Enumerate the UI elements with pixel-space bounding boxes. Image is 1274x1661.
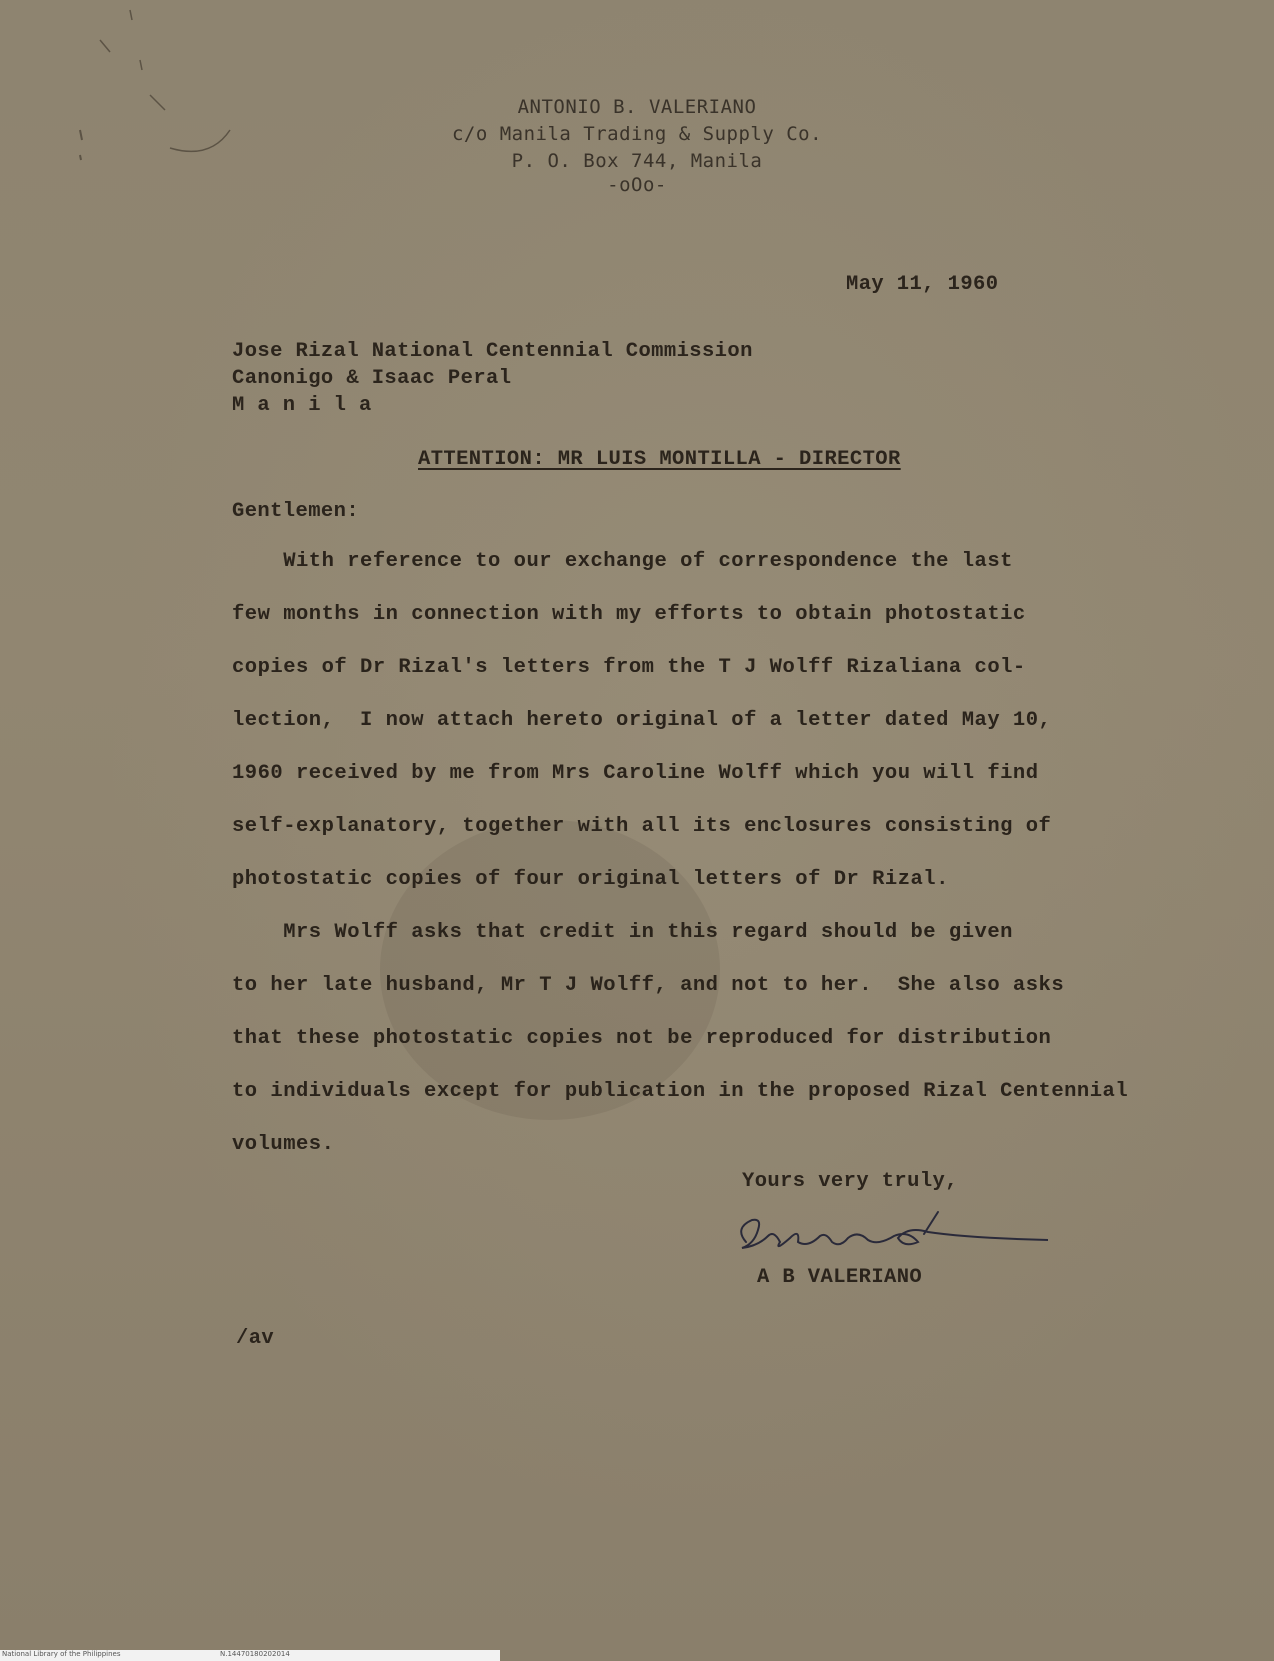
handwritten-signature [728, 1208, 1048, 1272]
letterhead-ornament: -oOo- [607, 174, 667, 196]
recipient-line-1: Jose Rizal National Centennial Commission [232, 340, 753, 363]
body-line: volumes. [232, 1133, 335, 1156]
body-line: With reference to our exchange of correspondence the last [232, 550, 1013, 573]
typist-initials: /av [236, 1327, 275, 1350]
scan-footer-id: N.14470180202014 [220, 1650, 290, 1658]
body-line: to her late husband, Mr T J Wolff, and not to her. She also asks [232, 974, 1065, 997]
letterhead-company: c/o Manila Trading & Supply Co. [451, 123, 823, 145]
letterhead-name: ANTONIO B. VALERIANO [517, 96, 757, 118]
attention-line: ATTENTION: MR LUIS MONTILLA - DIRECTOR [418, 448, 901, 471]
body-line: to individuals except for publication in the proposed Rizal Centennial [232, 1080, 1129, 1103]
paper-stain [380, 820, 720, 1120]
letter-date: May 11, 1960 [846, 273, 999, 296]
closing: Yours very truly, [742, 1170, 958, 1193]
body-line: few months in connection with my efforts to obtain photostatic [232, 603, 1026, 626]
salutation: Gentlemen: [232, 500, 360, 523]
body-line: self-explanatory, together with all its enclosures consisting of [232, 815, 1052, 838]
letterhead-address: P. O. Box 744, Manila [511, 150, 763, 172]
body-line: lection, I now attach hereto original of a letter dated May 10, [232, 709, 1052, 732]
body-line: photostatic copies of four original letters of Dr Rizal. [232, 868, 949, 891]
recipient-line-2: Canonigo & Isaac Peral [232, 367, 512, 390]
scan-footer-source: National Library of the Philippines [2, 1650, 121, 1658]
body-line: Mrs Wolff asks that credit in this regard should be given [232, 921, 1013, 944]
body-line: copies of Dr Rizal's letters from the T J Wolff Rizaliana col- [232, 656, 1026, 679]
recipient-line-3: M a n i l a [232, 394, 372, 417]
signature-name: A B VALERIANO [757, 1266, 923, 1289]
body-line: that these photostatic copies not be reproduced for distribution [232, 1027, 1052, 1050]
body-line: 1960 received by me from Mrs Caroline Wolff which you will find [232, 762, 1039, 785]
